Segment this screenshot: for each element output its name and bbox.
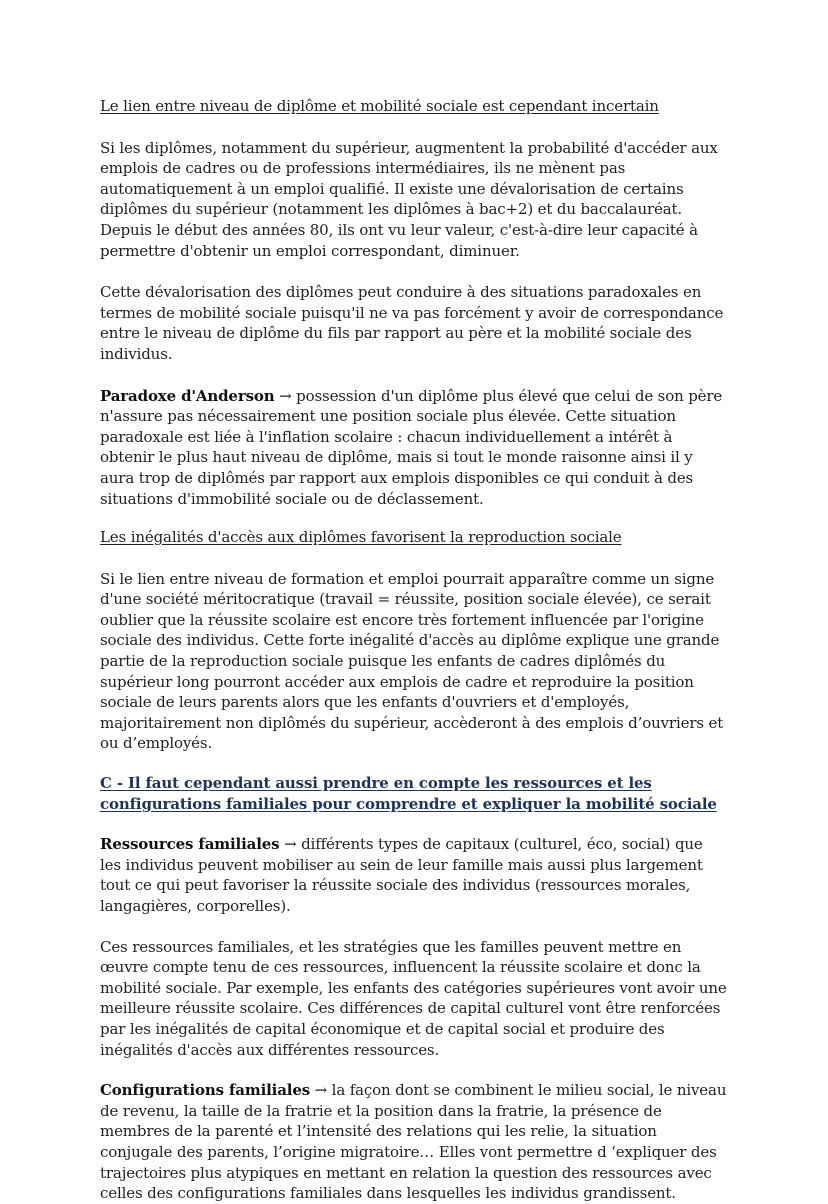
definition-anderson-paradox [100, 386, 728, 510]
paragraph-diploma-devaluation: Si les diplômes, notamment du supérieur, augmentent la probabilité d'accéder aux emplois de cadres ou de professions intermédiaires, ils ne mènent pas automatiquement à un emploi qualifié. Il existe une dévalorisation de certains diplômes du supérieur (notamment les diplômes à bac+2) et du baccalauréat. Depuis le début des années 80, ils ont vu leur valeur, c'est-à-dire leur capacité à permettre d'obtenir un emploi correspondant, diminuer. [100, 138, 718, 260]
paragraph-ressources-strategies: Ces ressources familiales, et les stratégies que les familles peuvent mettre en œuvre compte tenu de ces ressources, influencent la réussite scolaire et donc la mobilité sociale. Par exemple, les enfants des catégories supérieures vont avoir une meilleure réussite scolaire. Ces différences de capital culturel vont être renforcées par les inégalités de capital économique et de capital social et produire des inégalités d'accès aux différentes ressources. [100, 937, 727, 1059]
paragraph-paradoxical-situations: Cette dévalorisation des diplômes peut conduire à des situations paradoxales en termes de mobilité sociale puisqu'il ne va pas forcément y avoir de correspondance entre le niveau de diplôme du fils par rapport au père et la mobilité sociale des individus. [100, 283, 724, 363]
definition-ressources-familiales [100, 834, 728, 916]
heading-reproduction-sociale: Les inégalités d'accès aux diplômes favorisent la reproduction sociale [100, 528, 622, 547]
term-configurations-familiales: Configurations familiales [100, 1081, 311, 1100]
heading-diploma-mobility: Le lien entre niveau de diplôme et mobilité sociale est cependant incertain [100, 97, 659, 115]
definition-configurations-familiales [100, 1080, 728, 1204]
paragraph-reproduction-sociale: Si le lien entre niveau de formation et emploi pourrait apparaître comme un signe d'une société méritocratique (travail = réussite, position sociale élevée), ce serait oublier que la réussite scolaire est encore très fortement influencée par l'origine sociale des individus. Cette forte inégalité d'accès au diplôme explique une grande partie de la reproduction sociale puisque les enfants de cadres diplômés du supérieur long pourront accéder aux emplois de cadre et reproduire la position sociale de leurs parents alors que les enfants d'ouvriers et d'employés, majoritairement non diplômés du supérieur, accèderont à des emplois d’ouvriers et ou d’employés. [100, 569, 724, 753]
term-anderson-paradox: Paradoxe d'Anderson [100, 386, 275, 405]
section-c-heading: C - Il faut cependant aussi prendre en compte les ressources et les configurations familiales pour comprendre et expliquer la mobilité sociale [100, 774, 717, 813]
definition-text-configurations: → la façon dont se combinent le milieu social, le niveau de revenu, la taille de la fratrie et la position dans la fratrie, la présence de membres de la parenté et l’intensité des relations qui les relie, la situation conjugale des parents, l’origine migratoire… Elles vont permettre d ‘expliquer des trajectoires plus atypiques en mettant en relation la question des ressources avec celles des configurations familiales dans lesquelles les individus grandissent. [100, 1081, 727, 1203]
definition-text-ressources: → différents types de capitaux (culturel, éco, social) que les individus peuvent mobiliser au sein de leur famille mais aussi plus largement tout ce qui peut favoriser la réussite sociale des individus (ressources morales, langagières, corporelles). [100, 835, 703, 915]
term-ressources-familiales: Ressources familiales [100, 835, 280, 854]
definition-text-anderson: → possession d'un diplôme plus élevé que celui de son père n'assure pas nécessairement une position sociale plus élevée. Cette situation paradoxale est liée à l'inflation scolaire : chacun individuellement a intérêt à obtenir le plus haut niveau de diplôme, mais si tout le monde raisonne ainsi il y aura trop de diplômés par rapport aux emplois disponibles ce qui conduit à des situations d'immobilité sociale ou de déclassement. [100, 386, 723, 508]
